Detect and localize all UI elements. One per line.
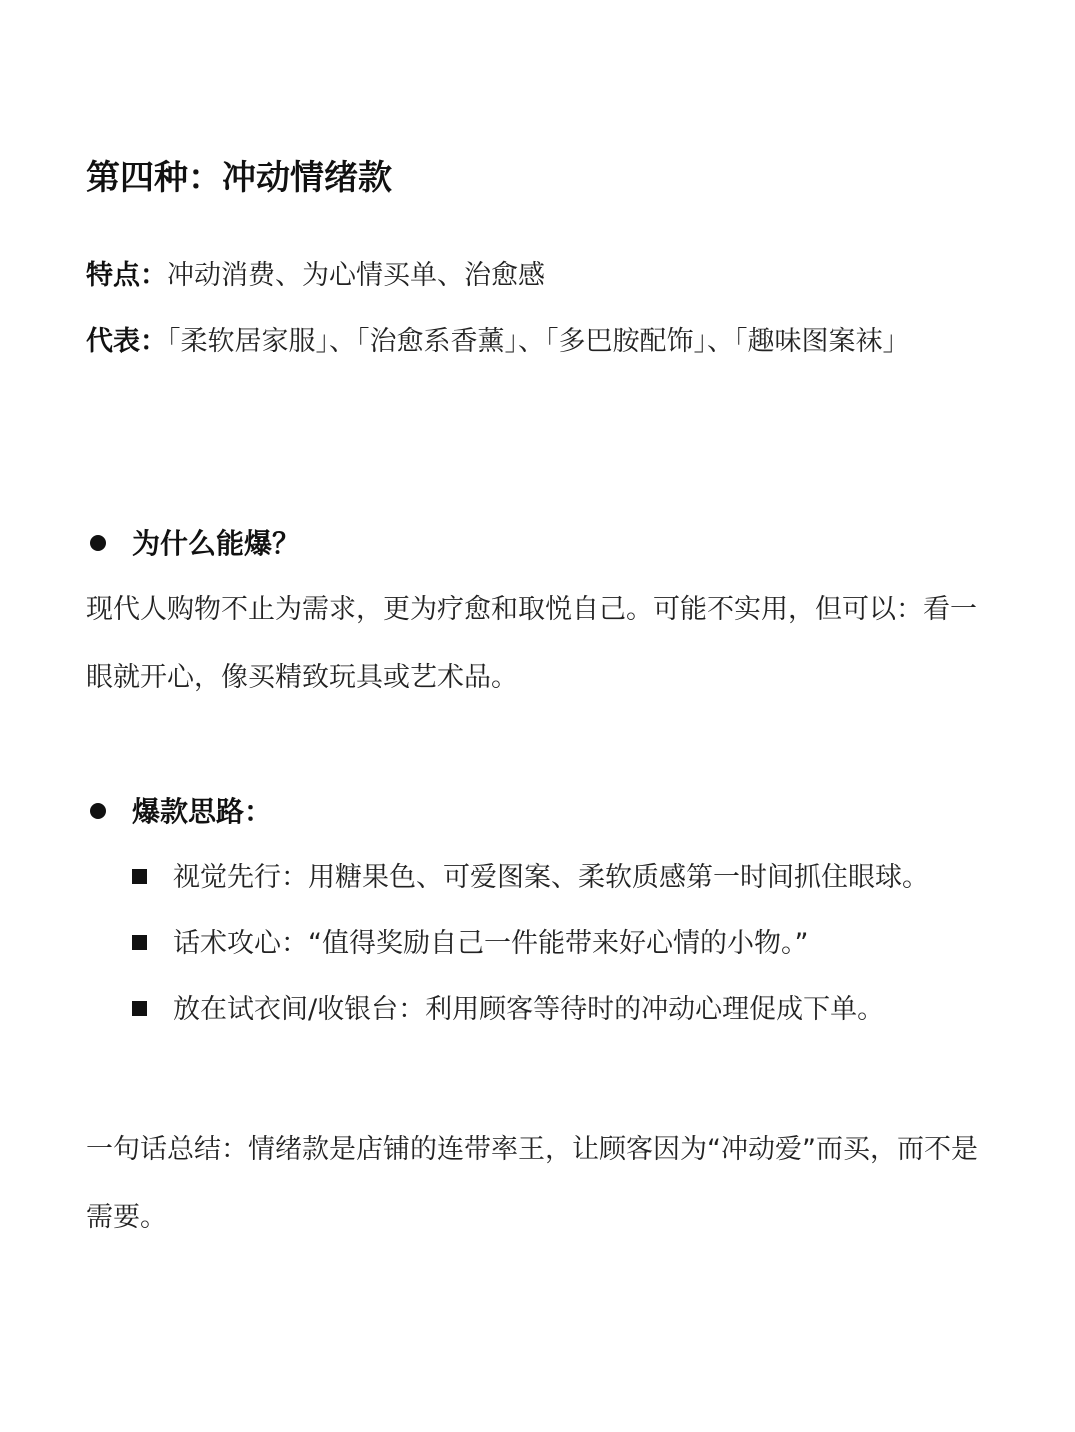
why-heading-text: 为什么能爆？ — [132, 527, 301, 560]
square-bullet-icon — [132, 1001, 147, 1016]
why-paragraph: 现代人购物不止为需求，更为疗愈和取悦自己。可能不实用，但可以：看一眼就开心，像买精致玩具或艺术品。 — [86, 594, 977, 693]
ideas-heading — [86, 787, 272, 837]
list-item — [132, 845, 992, 911]
list-item — [132, 977, 992, 1043]
square-bullet-icon — [132, 869, 147, 884]
list-item — [132, 911, 992, 977]
square-bullet-icon — [132, 935, 147, 950]
features-text: 冲动消费、为心情买单、治愈感 — [167, 260, 545, 291]
representatives-line — [86, 309, 986, 375]
bullet-dot-icon — [90, 803, 106, 819]
list-item-text: 话术攻心：“值得奖励自己一件能带来好心情的小物。” — [173, 928, 809, 959]
summary-paragraph: 一句话总结：情绪款是店铺的连带率王，让顾客因为“冲动爱”而买，而不是需要。 — [86, 1134, 978, 1233]
representatives-text: 「柔软居家服」、「治愈系香薰」、「多巴胺配饰」、「趣味图案袜」 — [167, 326, 910, 357]
representatives-label: 代表： — [86, 326, 167, 357]
ideas-heading-text: 爆款思路： — [132, 795, 273, 828]
features-label: 特点： — [86, 260, 167, 291]
why-heading — [86, 519, 300, 569]
section-title: 第四种：冲动情绪款 — [86, 158, 392, 198]
bullet-dot-icon — [90, 535, 106, 551]
features-line — [86, 243, 986, 309]
list-item-text: 放在试衣间/收银台：利用顾客等待时的冲动心理促成下单。 — [173, 994, 885, 1025]
list-item-text: 视觉先行：用糖果色、可爱图案、柔软质感第一时间抓住眼球。 — [173, 862, 929, 893]
ideas-list — [132, 845, 992, 1043]
